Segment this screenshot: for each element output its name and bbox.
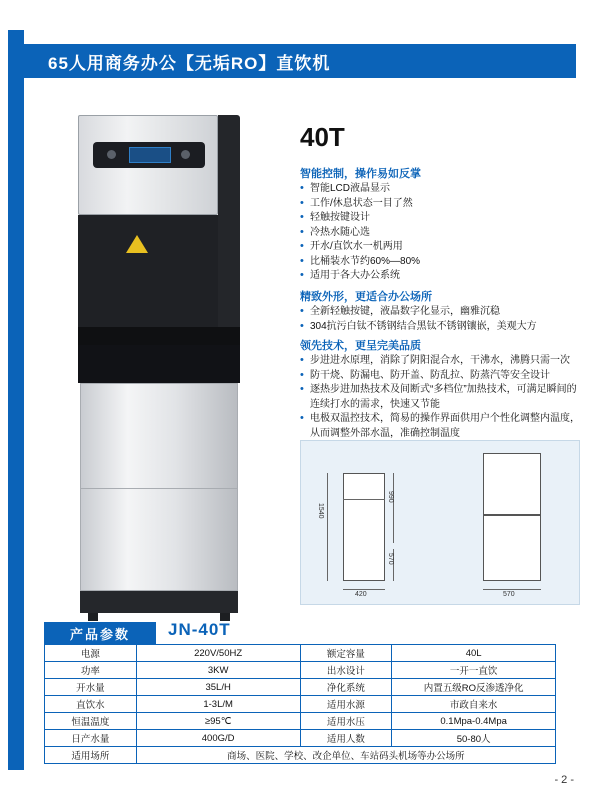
spec-label: 恒温温度 bbox=[45, 713, 137, 730]
dim-line-width-right bbox=[483, 589, 541, 590]
table-row bbox=[45, 645, 556, 662]
page-number: - 2 - bbox=[554, 774, 574, 786]
list-item: • 开水/直饮水一机两用 bbox=[300, 240, 580, 255]
table-row bbox=[45, 696, 556, 713]
dim-line-width-left bbox=[343, 589, 385, 590]
spec-label: 电源 bbox=[45, 645, 137, 662]
figure-front-view bbox=[343, 473, 385, 581]
cabinet-body bbox=[80, 383, 238, 591]
dim-line-upper-height bbox=[393, 473, 394, 543]
dim-label-lower-height: 570 bbox=[387, 553, 394, 565]
product-photo bbox=[58, 105, 248, 605]
page-title-banner: 65人用商务办公【无垢RO】直饮机 bbox=[24, 44, 576, 78]
spec-label: 开水量 bbox=[45, 679, 137, 696]
figure-side-view-bottom bbox=[483, 515, 541, 581]
dispenser-side-panel bbox=[218, 115, 240, 330]
table-row bbox=[45, 730, 556, 747]
spec-value: 0.1Mpa-0.4Mpa bbox=[392, 713, 556, 730]
spec-label: 适用水压 bbox=[300, 713, 392, 730]
table-row bbox=[45, 662, 556, 679]
spec-table-title: 产品参数 bbox=[44, 622, 156, 644]
spec-value: 1-3L/M bbox=[136, 696, 300, 713]
list-item: • 比桶装水节约60%—80% bbox=[300, 255, 580, 270]
feature-heading-1: 智能控制，操作易如反掌 bbox=[300, 168, 421, 180]
list-item: • 逐热步进加热技术及间断式“多档位”加热技术，可满足瞬间的连续打水的需求，快速又节能 bbox=[300, 383, 580, 412]
dispenser-top-unit bbox=[78, 115, 218, 215]
table-row bbox=[45, 679, 556, 696]
figure-side-view-top bbox=[483, 453, 541, 515]
spec-value: 3KW bbox=[136, 662, 300, 679]
panel-button-right-icon bbox=[181, 150, 190, 159]
dispenser-faucet-area bbox=[78, 215, 218, 327]
feature-list-3 bbox=[300, 354, 580, 441]
list-item: • 冷热水随心选 bbox=[300, 226, 580, 241]
spec-model-name: JN-40T bbox=[168, 620, 231, 639]
control-panel bbox=[93, 142, 205, 168]
panel-button-left-icon bbox=[107, 150, 116, 159]
spec-label: 适用场所 bbox=[45, 747, 137, 764]
spec-label: 净化系统 bbox=[300, 679, 392, 696]
spec-label: 功率 bbox=[45, 662, 137, 679]
list-item: • 防干烧、防漏电、防开盖、防乱拉、防蒸汽等安全设计 bbox=[300, 369, 580, 384]
spec-table bbox=[44, 644, 556, 764]
dimension-diagram bbox=[300, 440, 580, 605]
cabinet-plinth bbox=[80, 591, 238, 613]
list-item: • 步进进水原理，消除了阴阳混合水，干沸水，沸腾只需一次 bbox=[300, 354, 580, 369]
list-item: • 全新轻触按键，液晶数字化显示，幽雅沉稳 bbox=[300, 305, 580, 320]
feature-heading-2: 精致外形，更适合办公场所 bbox=[300, 291, 432, 303]
foot-left bbox=[88, 613, 98, 621]
lcd-display-icon bbox=[129, 147, 171, 163]
model-name: 40T bbox=[300, 122, 345, 152]
spec-value: 一开一直饮 bbox=[392, 662, 556, 679]
list-item: • 电极双温控技术，简易的操作界面供用户个性化调整内温度，从而调整外部水温，准确控制温度 bbox=[300, 412, 580, 441]
spec-label: 出水设计 bbox=[300, 662, 392, 679]
list-item: • 智能LCD液晶显示 bbox=[300, 182, 580, 197]
spec-value: 220V/50HZ bbox=[136, 645, 300, 662]
spec-value: ≥95℃ bbox=[136, 713, 300, 730]
dim-label-upper-height: 990 bbox=[387, 491, 394, 503]
left-decor-bar bbox=[8, 30, 24, 770]
spec-label: 适用人数 bbox=[300, 730, 392, 747]
table-row-footer bbox=[45, 747, 556, 764]
spec-label: 日产水量 bbox=[45, 730, 137, 747]
feature-list-1 bbox=[300, 182, 580, 284]
dim-label-width-left: 420 bbox=[355, 591, 367, 598]
spec-value: 40L bbox=[392, 645, 556, 662]
list-item: • 轻触按键设计 bbox=[300, 211, 580, 226]
warning-triangle-icon bbox=[126, 235, 148, 253]
spec-label: 直饮水 bbox=[45, 696, 137, 713]
spec-value: 商场、医院、学校、改企单位、车站码头机场等办公场所 bbox=[136, 747, 555, 764]
cabinet-top-band bbox=[78, 345, 240, 383]
list-item: • 适用于各大办公系统 bbox=[300, 269, 580, 284]
spec-label: 适用水源 bbox=[300, 696, 392, 713]
list-item: • 304抗污白钛不锈钢结合黑钛不锈钢镶嵌，美观大方 bbox=[300, 320, 580, 335]
table-row bbox=[45, 713, 556, 730]
spec-value: 35L/H bbox=[136, 679, 300, 696]
dim-line-total-height bbox=[327, 473, 328, 581]
spec-value: 内置五级RO反渗透净化 bbox=[392, 679, 556, 696]
dim-label-width-right: 570 bbox=[503, 591, 515, 598]
spec-value: 市政自来水 bbox=[392, 696, 556, 713]
drip-tray bbox=[78, 327, 240, 345]
spec-label: 额定容量 bbox=[300, 645, 392, 662]
spec-value: 50-80人 bbox=[392, 730, 556, 747]
figure-divider bbox=[343, 499, 385, 500]
list-item: • 工作/休息状态一目了然 bbox=[300, 197, 580, 212]
spec-value: 400G/D bbox=[136, 730, 300, 747]
feature-heading-3: 领先技术，更呈完美品质 bbox=[300, 340, 421, 352]
feature-list-2 bbox=[300, 305, 580, 334]
dim-label-total-height: 1540 bbox=[317, 503, 324, 519]
